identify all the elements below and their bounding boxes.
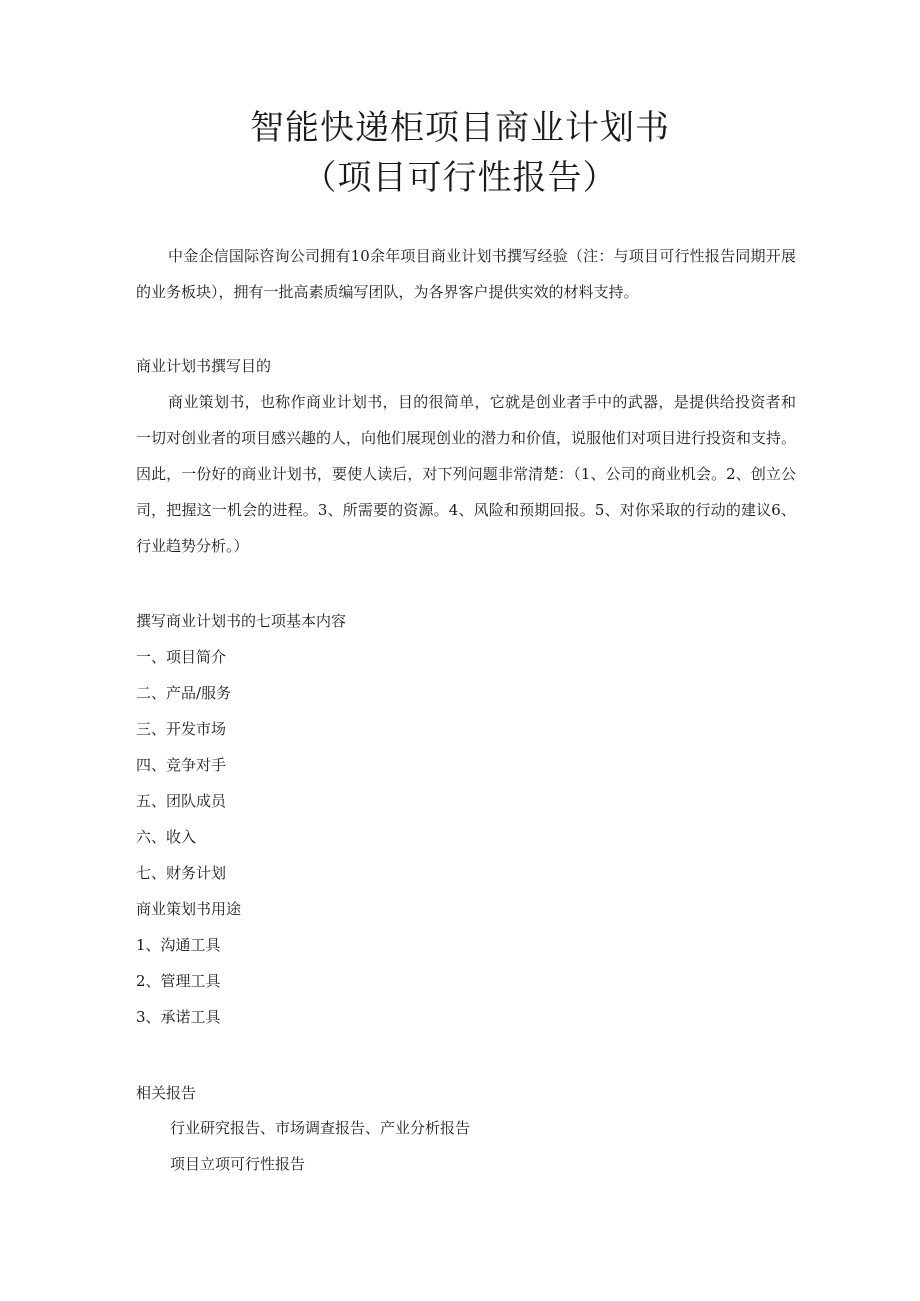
section-heading-seven-items: 撰写商业计划书的七项基本内容 bbox=[136, 612, 347, 630]
related-reports-list bbox=[170, 1110, 470, 1182]
list-item: 六、收入 bbox=[136, 828, 197, 846]
related-report-item: 项目立项可行性报告 bbox=[170, 1155, 306, 1173]
document-title: 智能快递柜项目商业计划书 bbox=[250, 108, 670, 148]
list-item: 四、竞争对手 bbox=[136, 756, 227, 774]
list-item: 商业策划书用途 bbox=[136, 900, 242, 918]
list-item: 一、项目简介 bbox=[136, 648, 227, 666]
intro-paragraph: 中金企信国际咨询公司拥有10余年项目商业计划书撰写经验（注：与项目可行性报告同期开展的业务板块），拥有一批高素质编写团队，为各界客户提供实效的材料支持。 bbox=[136, 247, 796, 301]
list-item: 二、产品/服务 bbox=[136, 684, 232, 702]
list-item: 五、团队成员 bbox=[136, 792, 227, 810]
section-heading-purpose: 商业计划书撰写目的 bbox=[136, 357, 272, 375]
list-item: 1、沟通工具 bbox=[136, 936, 221, 954]
purpose-paragraph: 商业策划书，也称作商业计划书，目的很简单，它就是创业者手中的武器，是提供给投资者和一切对创业者的项目感兴趣的人，向他们展现创业的潜力和价值，说服他们对项目进行投资和支持。因此，一份好的商业计划书，要使人读后，对下列问题非常清楚：（1、公司的商业机会。2、创立公司，把握这一机会的进程。3、所需要的资源。4、风险和预期回报。5、对你采取的行动的建议6、行业趋势分析。） bbox=[136, 393, 797, 555]
list-item: 三、开发市场 bbox=[136, 720, 227, 738]
document-subtitle: （项目可行性报告） bbox=[302, 158, 618, 198]
seven-items-list bbox=[136, 639, 241, 1035]
list-item: 七、财务计划 bbox=[136, 864, 227, 882]
list-item: 3、承诺工具 bbox=[136, 1008, 221, 1026]
list-item: 2、管理工具 bbox=[136, 972, 221, 990]
related-report-item: 行业研究报告、市场调查报告、产业分析报告 bbox=[170, 1119, 471, 1137]
section-heading-related: 相关报告 bbox=[136, 1084, 197, 1102]
